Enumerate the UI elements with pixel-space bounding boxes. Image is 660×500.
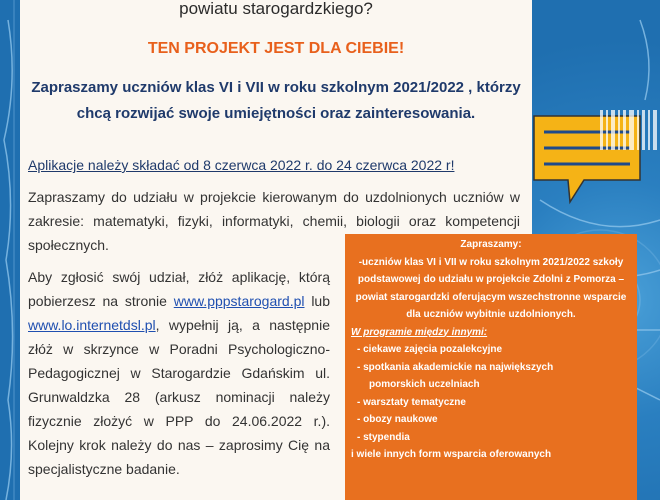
invitation-text: Zapraszamy uczniów klas VI i VII w roku szkolnym 2021/2022 , którzy chcą rozwijać swoje umiejętności oraz zainteresowania. xyxy=(31,79,521,122)
box-subheading: W programie między innymi: xyxy=(351,326,488,338)
top-line: powiatu starogardzkiego? xyxy=(179,0,373,18)
box-title: Zapraszamy: xyxy=(460,239,522,250)
lo-internetdsl-link[interactable]: www.lo.internetdsl.pl xyxy=(28,317,156,333)
headline: TEN PROJEKT JEST DLA CIEBIE! xyxy=(147,40,405,57)
invitation-box xyxy=(345,234,637,500)
deadline-text: Aplikacje należy składać od 8 czerwca 2022 r. do 24 czerwca 2022 r! xyxy=(28,157,455,173)
list-item: pomorskich uczelniach xyxy=(369,379,480,390)
pppstarogard-link[interactable]: www.pppstarogard.pl xyxy=(173,293,305,309)
instructions-part-3: , wypełnij ją, a następnie złóż w skrzynce w Poradni Psychologiczno-Pedagogicznej w Starogardzie Gdańskim ul. Grunwaldzka 28 (arkusz nominacji należy fizycznie złożyć w PPP do 24.06.2022 r.). Kolejny krok należy do nas – zaprosimy Cię na specjalistyczne badanie. xyxy=(28,317,330,477)
instructions-part-2: lub xyxy=(304,293,330,309)
instructions-part-1: Aby zgłosić swój udział, złóż aplikację, którą pobierzesz na stronie xyxy=(28,269,330,309)
barcode-decoration xyxy=(600,110,660,150)
box-intro: -uczniów klas VI i VII w roku szkolnym 2021/2022 szkoły podstawowej do udziału w projekcie Zdolni z Pomorza – powiat starogardzki oferującym wszechstronne wsparcie dla uczniów wybitnie uzdolnionych. xyxy=(355,256,627,320)
list-item: - stypendia xyxy=(357,431,410,443)
program-list xyxy=(345,341,637,446)
list-item: - ciekawe zajęcia pozalekcyjne xyxy=(357,344,503,355)
project-description: Zapraszamy do udziału w projekcie kierowanym do uzdolnionych uczniów w zakresie: matematyki, fizyki, informatyki, chemii, biologii oraz kompetencji społecznych. xyxy=(28,189,520,253)
list-item: - spotkania akademickie na największych xyxy=(357,361,554,373)
application-instructions xyxy=(28,265,330,481)
box-closing: i wiele innych form wsparcia oferowanych xyxy=(351,449,552,460)
list-item: - obozy naukowe xyxy=(357,414,438,425)
list-item: - warsztaty tematyczne xyxy=(357,396,466,408)
